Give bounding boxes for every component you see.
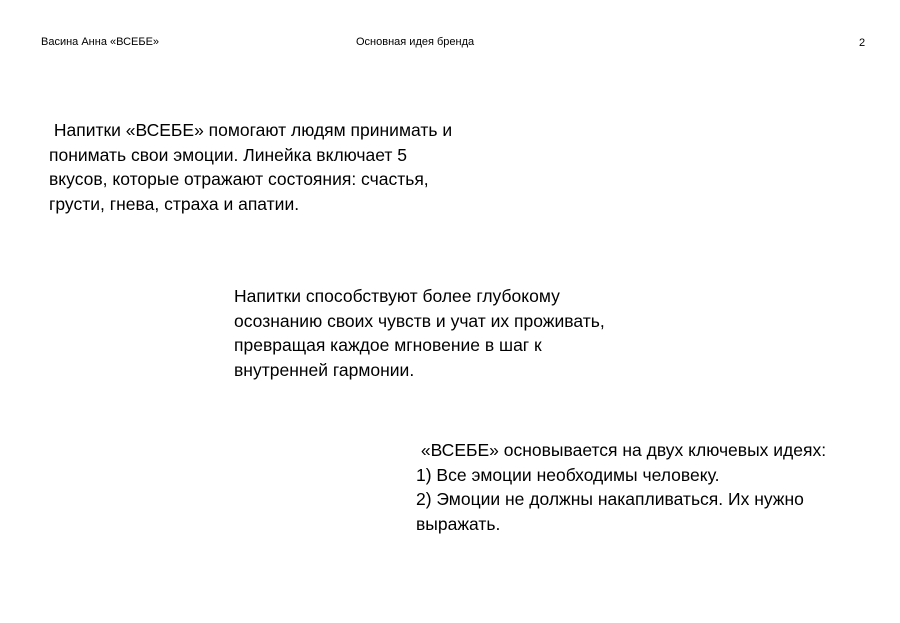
- text-line: 2) Эмоции не должны накапливаться. Их нужно: [416, 489, 804, 509]
- header-author: Васина Анна «ВСЕБЕ»: [41, 36, 160, 48]
- text-line: Напитки «ВСЕБЕ» помогают людям принимать и: [49, 120, 453, 140]
- text-line: Напитки способствуют более глубокому: [234, 286, 560, 306]
- text-line: «ВСЕБЕ» основывается на двух ключевых идеях:: [416, 440, 827, 460]
- text-line: осознанию своих чувств и учат их проживать,: [234, 310, 605, 331]
- text-line: выражать.: [416, 513, 501, 534]
- text-line: вкусов, которые отражают состояния: счастья,: [49, 169, 429, 189]
- text-line: грусти, гнева, страха и апатии.: [49, 193, 300, 214]
- text-line: понимать свои эмоции. Линейка включает 5: [49, 144, 408, 165]
- text-line: внутренней гармонии.: [234, 359, 415, 380]
- page-number: 2: [859, 37, 866, 49]
- paragraph-brand-benefit: [234, 284, 605, 382]
- paragraph-brand-intro: [49, 118, 452, 216]
- text-line: 1) Все эмоции необходимы человеку.: [416, 464, 720, 485]
- paragraph-key-ideas: [416, 438, 826, 536]
- text-line: превращая каждое мгновение в шаг к: [234, 335, 542, 355]
- header-title: Основная идея бренда: [356, 36, 475, 48]
